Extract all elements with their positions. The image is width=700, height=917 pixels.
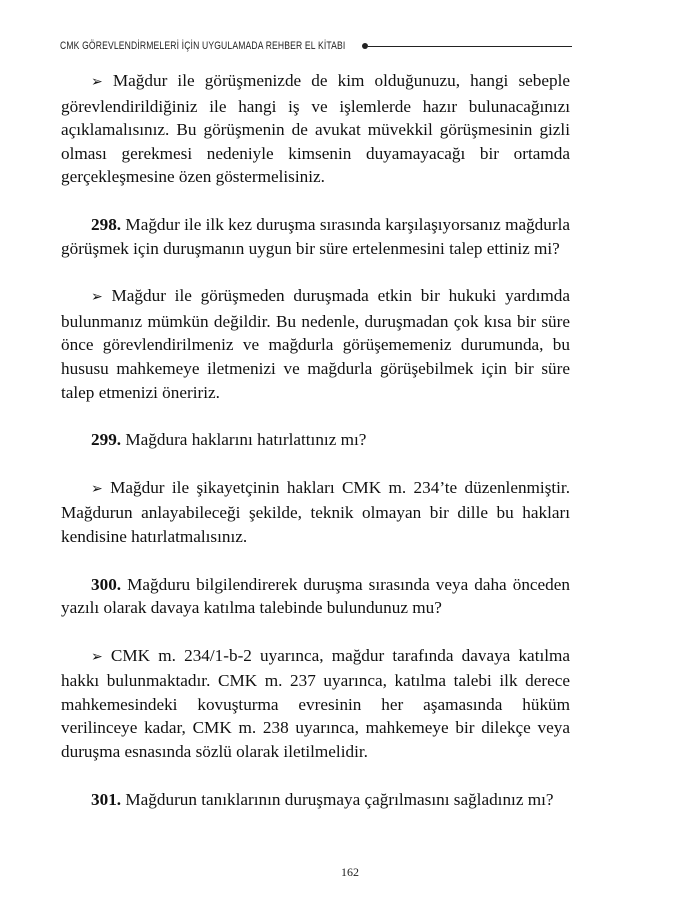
question-number: 299. [91, 430, 122, 450]
header-rule [362, 45, 572, 47]
arrow-bullet-icon: ➢ [91, 289, 103, 306]
question-paragraph: 301. Mağdurun tanıklarının duruşmaya çağrılmasını sağladınız mı? [91, 789, 554, 809]
answer-paragraph: ➢ CMK m. 234/1-b-2 uyarınca, mağdur tarafında davaya katılma hakkı bulunmaktadır. CMK m. 237 uyarınca, katılma talebi ilk derece mahkemesindeki kovuşturma evresinin her aşamasında hüküm verilinceye kadar, CMK m. 238 uyarınca, mahkemeye bir dilekçe veya duruşma esnasında sözlü olarak iletilmelidir. [61, 645, 571, 762]
question-number: 298. [91, 214, 122, 234]
question-paragraph: 300. Mağduru bilgilendirerek duruşma sırasında veya daha önceden yazılı olarak davaya katılma talebinde bulundunuz mu? [61, 574, 570, 618]
answer-paragraph: ➢ Mağdur ile görüşmeden duruşmada etkin bir hukuki yardımda bulunmanız mümkün değildir. Bu nedenle, duruşmadan çok kısa bir süre önce görevlendirilmeniz ve mağdurla görüşememeniz durumunda, bu hususu mahkemeye iletmenizi ve mağdurla görüşebilmek için bir süre talep etmenizi öneririz. [61, 286, 570, 402]
body-text [61, 69, 570, 811]
arrow-bullet-icon: ➢ [91, 480, 103, 497]
arrow-bullet-icon: ➢ [91, 74, 103, 90]
question-number: 301. [91, 789, 122, 809]
running-header [60, 38, 572, 54]
header-line [368, 46, 572, 47]
answer-paragraph: ➢ Mağdur ile görüşmenizde de kim olduğunuzu, hangi sebeple görevlendirildiğiniz ile hangi iş ve işlemlerde hazır bulunacağınızı açıklamalısınız. Bu görüşmenin de avukat müvekkil görüşmesinin gizli olması gerekmesi nedeniyle kimsenin duyamayacağı bir ortamda gerçekleşmesine özen göstermelisiniz. [61, 71, 570, 187]
question-number: 300. [91, 574, 122, 594]
question-paragraph: 299. Mağdura haklarını hatırlattınız mı? [91, 430, 367, 450]
question-paragraph: 298. Mağdur ile ilk kez duruşma sırasında karşılaşıyorsanız mağdurla görüşmek için duruşmanın uygun bir süre ertelenmesini talep ettiniz mi? [61, 214, 570, 258]
answer-paragraph: ➢ Mağdur ile şikayetçinin hakları CMK m. 234’te düzenlenmiştir. Mağdurun anlayabileceği şekilde, teknik olmayan bir dille bu hakları kendisine hatırlatmalısınız. [61, 477, 570, 546]
page-number: 162 [341, 865, 359, 879]
running-header-title: CMK GÖREVLENDİRMELERİ İÇİN UYGULAMADA REHBER EL KİTABI [60, 40, 346, 52]
arrow-bullet-icon: ➢ [91, 648, 103, 665]
